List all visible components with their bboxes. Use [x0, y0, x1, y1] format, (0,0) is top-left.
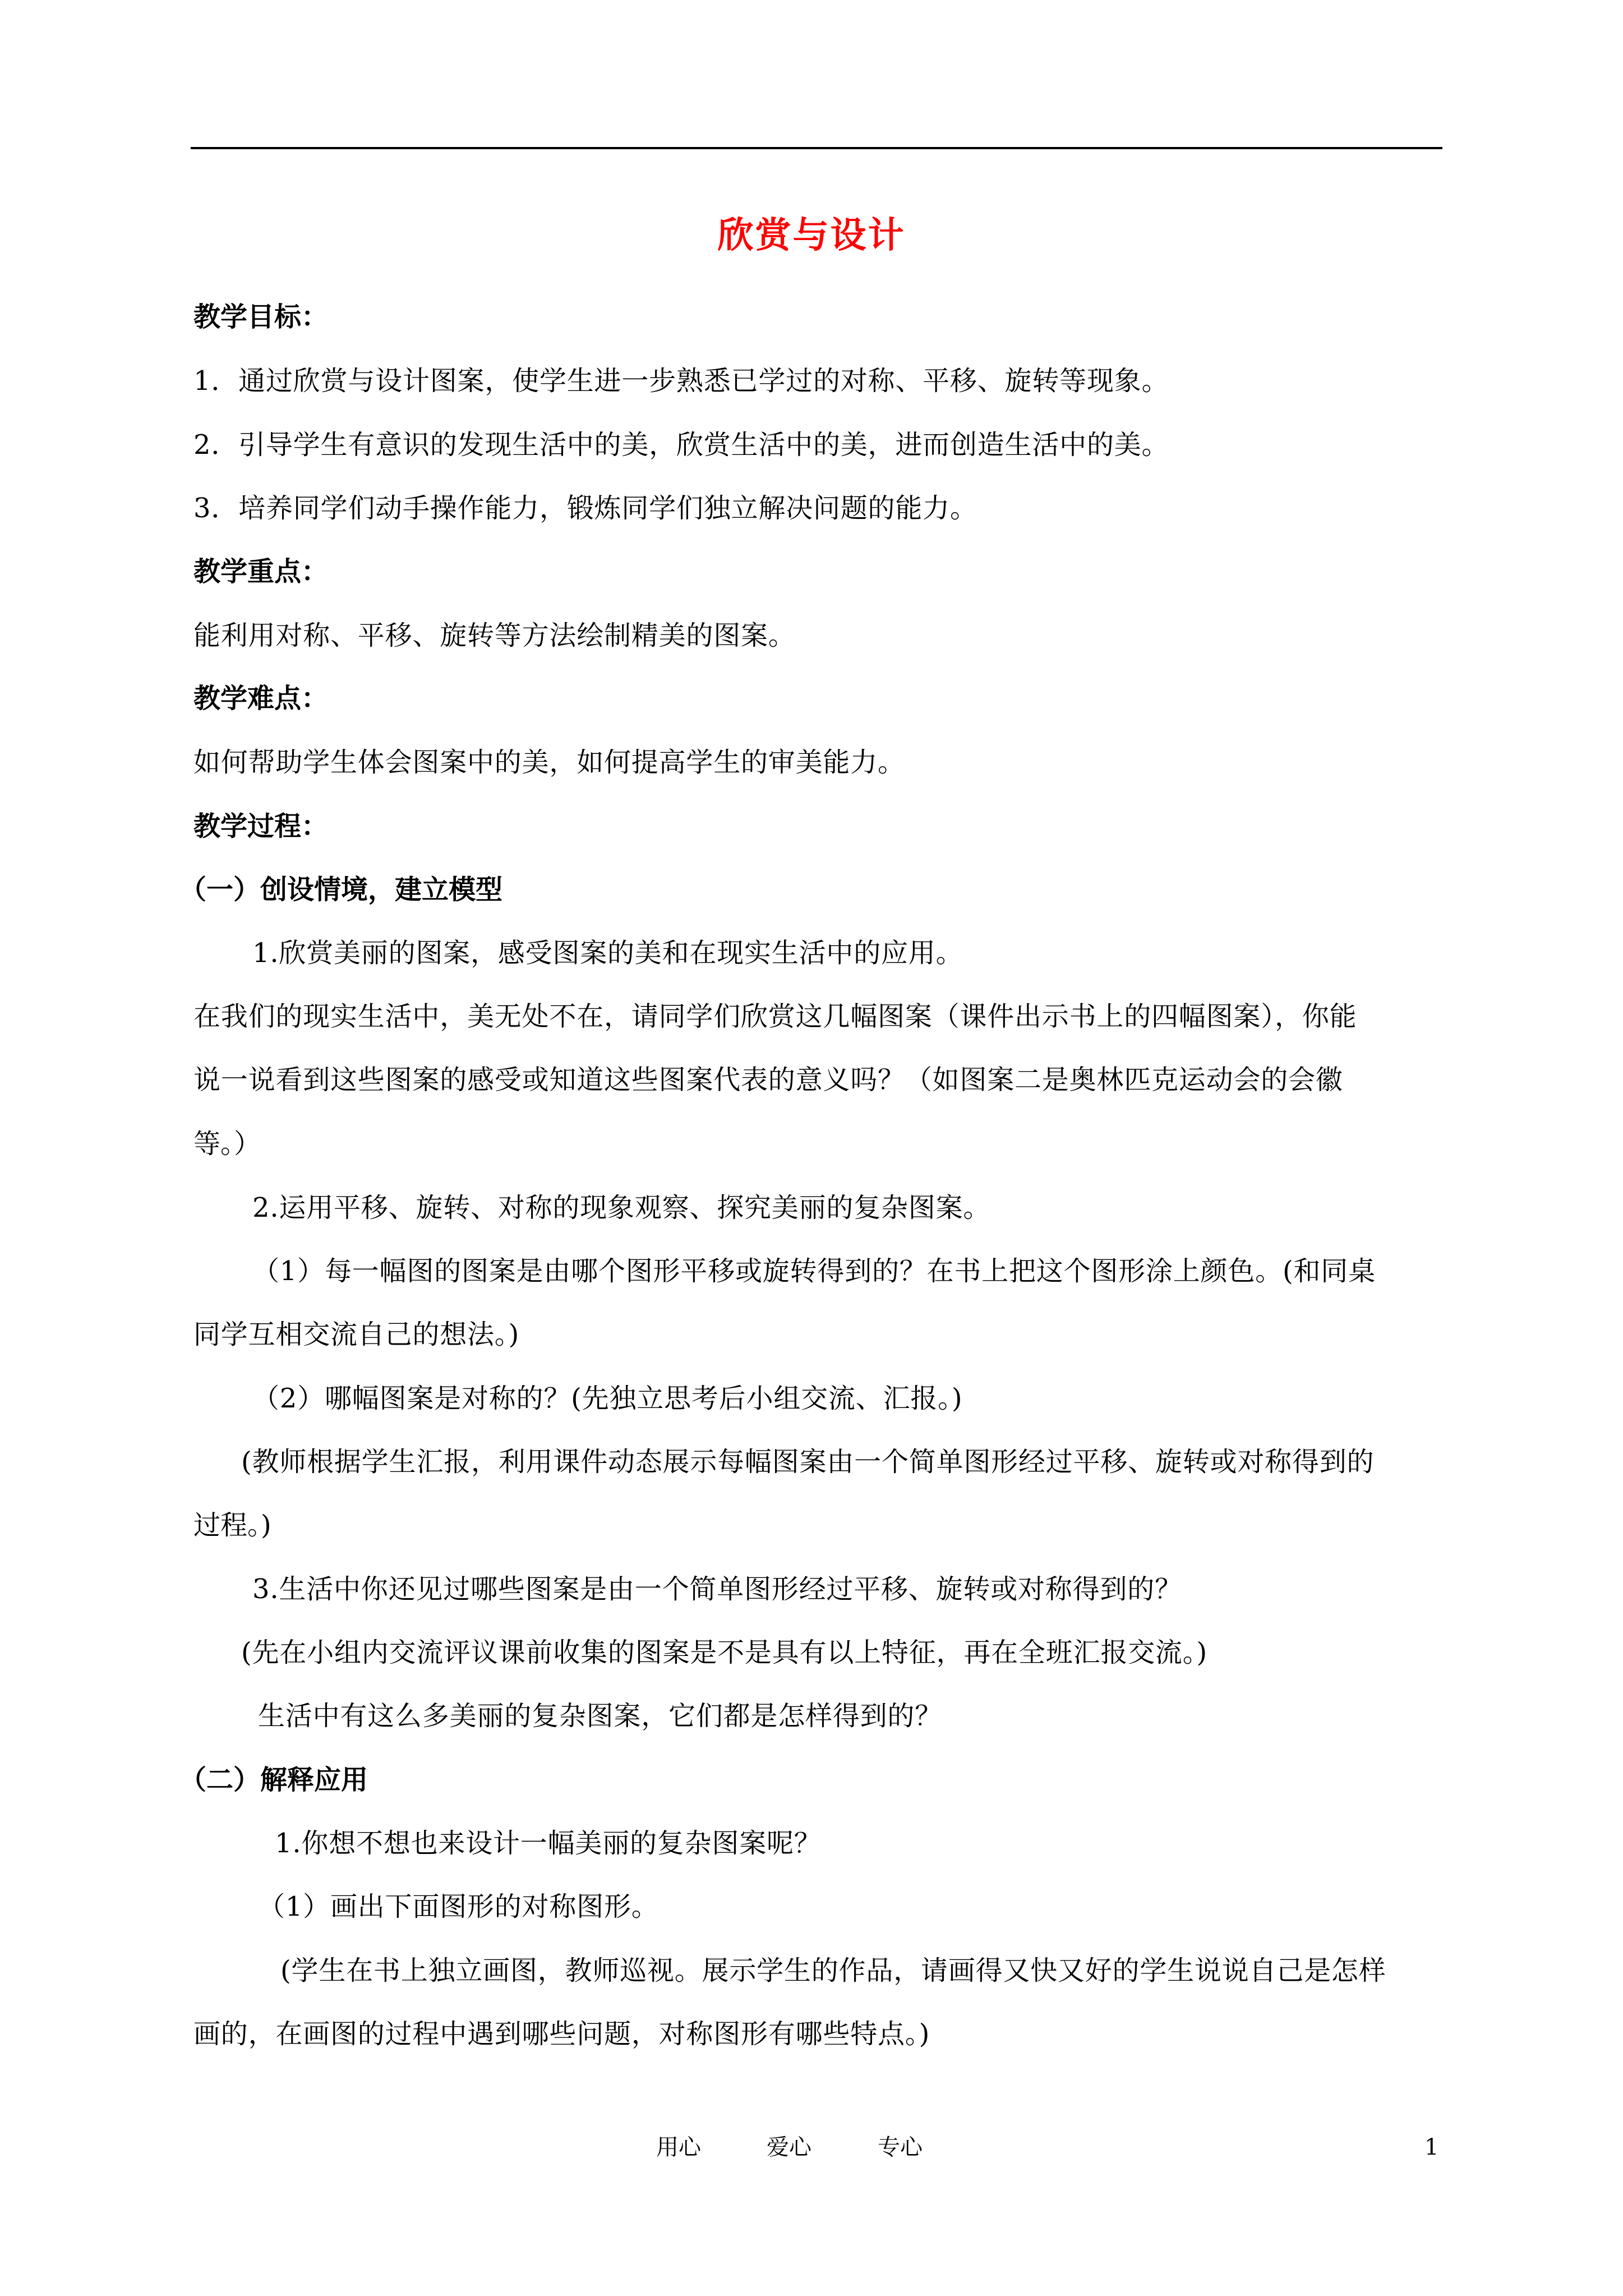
paragraph-line: 能利用对称、平移、旋转等方法绘制精美的图案。 — [193, 620, 796, 651]
paragraph-line: 2．引导学生有意识的发现生活中的美，欣赏生活中的美，进而创造生活中的美。 — [193, 429, 1169, 461]
paragraph-line: 3.生活中你还见过哪些图案是由一个简单图形经过平移、旋转或对称得到的？ — [252, 1573, 1182, 1605]
paragraph-line: 同学互相交流自己的想法。) — [193, 1319, 520, 1350]
paragraph-line: 如何帮助学生体会图案中的美，如何提高学生的审美能力。 — [193, 747, 905, 778]
paragraph-line: 画的，在画图的过程中遇到哪些问题，对称图形有哪些特点。) — [193, 2018, 930, 2050]
paragraph-line: （1）画出下面图形的对称图形。 — [258, 1891, 659, 1922]
section-heading-key-points: 教学重点： — [193, 556, 329, 587]
page-number: 1 — [1424, 2134, 1439, 2160]
subsection-heading-2: （二）解释应用 — [179, 1764, 368, 1796]
subsection-heading-1: （一）创设情境，建立模型 — [179, 874, 503, 905]
paragraph-line: 过程。) — [193, 1510, 271, 1541]
footer-motto-1: 用心 — [656, 2134, 701, 2160]
paragraph-line: 3．培养同学们动手操作能力，锻炼同学们独立解决问题的能力。 — [193, 493, 978, 524]
footer-motto-2: 爱心 — [767, 2134, 811, 2160]
section-heading-process: 教学过程： — [193, 811, 329, 842]
paragraph-line: 1.你想不想也来设计一幅美丽的复杂图案呢？ — [275, 1828, 822, 1859]
header-rule — [191, 147, 1442, 149]
paragraph-line: 2.运用平移、旋转、对称的现象观察、探究美丽的复杂图案。 — [252, 1192, 991, 1223]
paragraph-line: 等。） — [193, 1128, 261, 1159]
paragraph-line: （2）哪幅图案是对称的？(先独立思考后小组交流、汇报。) — [252, 1383, 963, 1414]
paragraph-line: (学生在书上独立画图，教师巡视。展示学生的作品，请画得又快又好的学生说说自己是怎样 — [280, 1955, 1386, 1986]
paragraph-line: 1．通过欣赏与设计图案，使学生进一步熟悉已学过的对称、平移、旋转等现象。 — [193, 365, 1169, 397]
document-title: 欣赏与设计 — [717, 214, 906, 256]
paragraph-line: 生活中有这么多美丽的复杂图案，它们都是怎样得到的？ — [258, 1700, 943, 1732]
paragraph-line: 1.欣赏美丽的图案，感受图案的美和在现实生活中的应用。 — [252, 937, 963, 969]
paragraph-line: 说一说看到这些图案的感受或知道这些图案代表的意义吗？（如图案二是奥林匹克运动会的会徽 — [193, 1064, 1343, 1096]
paragraph-line: (先在小组内交流评议课前收集的图案是不是具有以上特征，再在全班汇报交流。) — [241, 1637, 1208, 1668]
section-heading-objectives: 教学目标： — [193, 301, 329, 333]
section-heading-difficulties: 教学难点： — [193, 683, 329, 714]
paragraph-line: （1）每一幅图的图案是由哪个图形平移或旋转得到的？在书上把这个图形涂上颜色。(和同桌 — [252, 1255, 1376, 1287]
paragraph-line: 在我们的现实生活中，美无处不在，请同学们欣赏这几幅图案（课件出示书上的四幅图案），你能 — [193, 1001, 1357, 1032]
paragraph-line: (教师根据学生汇报，利用课件动态展示每幅图案由一个简单图形经过平移、旋转或对称得到的 — [241, 1446, 1375, 1478]
footer-motto-3: 专心 — [878, 2134, 923, 2160]
